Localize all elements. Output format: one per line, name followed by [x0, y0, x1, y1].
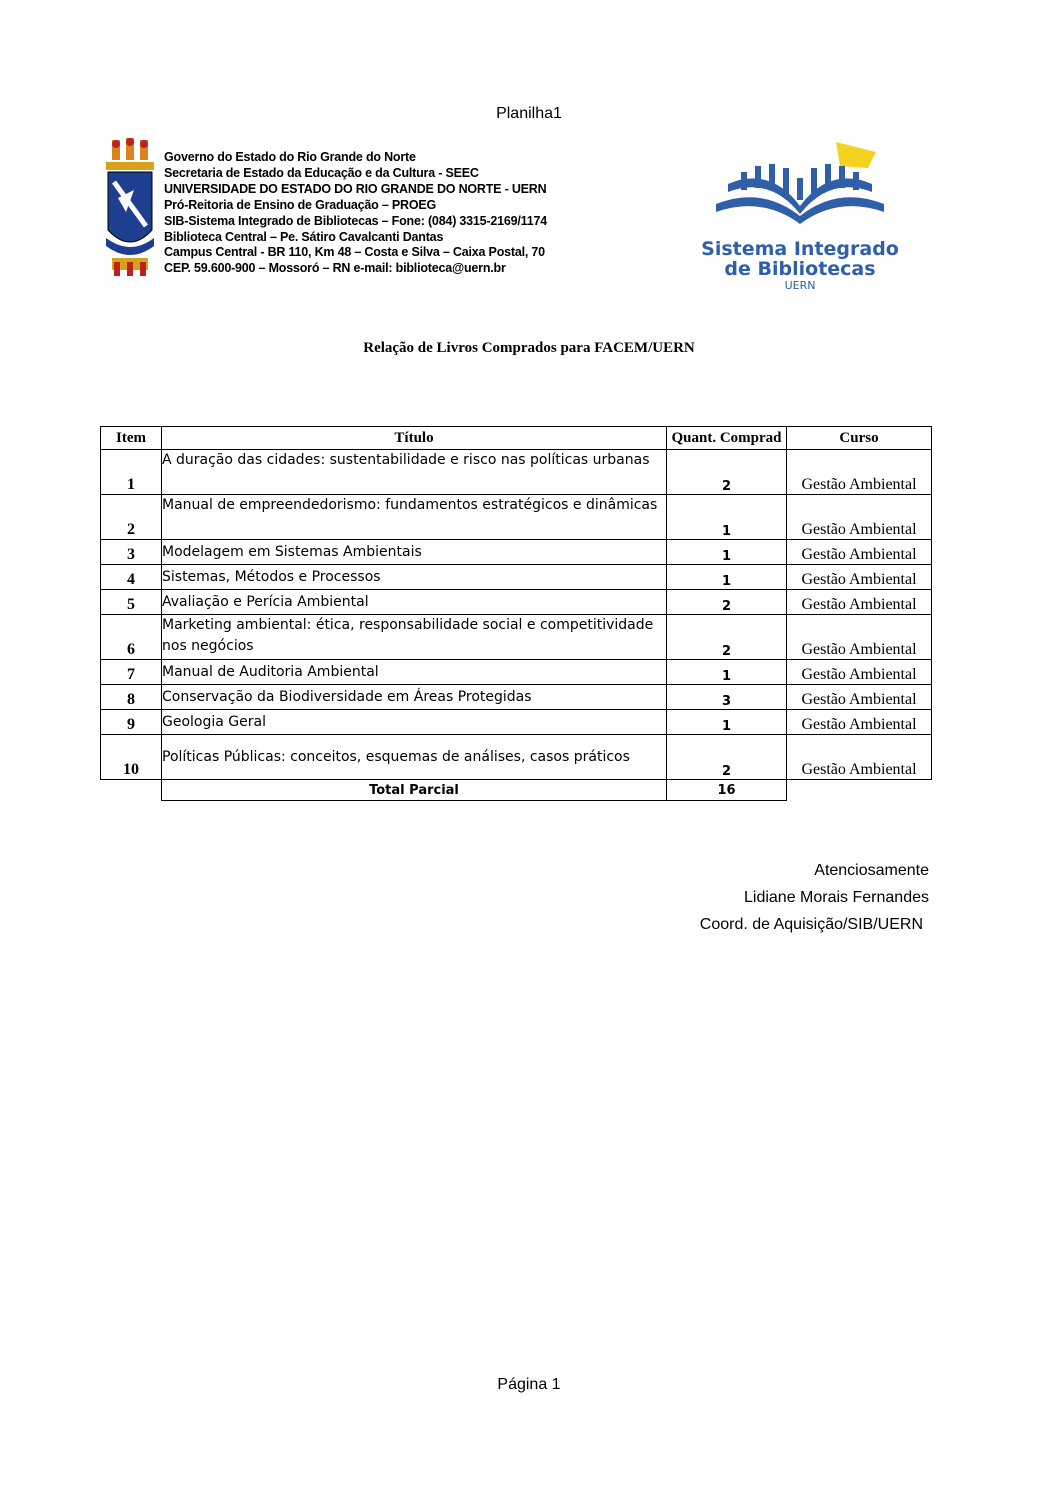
cell-titulo: Conservação da Biodiversidade em Áreas Protegidas — [162, 685, 667, 710]
cell-curso: Gestão Ambiental — [787, 565, 932, 590]
table-row — [101, 615, 932, 660]
cell-item: 10 — [101, 735, 162, 780]
sib-logo-line1: Sistema Integrado — [701, 238, 899, 260]
signature-closing: Atenciosamente — [814, 862, 929, 879]
cell-qty: 3 — [667, 685, 787, 710]
total-value: 16 — [667, 780, 787, 801]
blank-cell — [101, 780, 162, 801]
cell-titulo: Manual de empreendedorismo: fundamentos estratégicos e dinâmicas — [162, 495, 667, 540]
table-row — [101, 660, 932, 685]
cell-qty: 1 — [667, 660, 787, 685]
signature-name: Lidiane Morais Fernandes — [744, 889, 929, 906]
table-row — [101, 685, 932, 710]
cell-item: 9 — [101, 710, 162, 735]
cell-titulo: Sistemas, Métodos e Processos — [162, 565, 667, 590]
header-qty: Quant. Comprad — [667, 427, 787, 450]
cell-titulo: Geologia Geral — [162, 710, 667, 735]
cell-curso: Gestão Ambiental — [787, 495, 932, 540]
page-number: Página 1 — [497, 1376, 561, 1393]
cell-titulo: Modelagem em Sistemas Ambientais — [162, 540, 667, 565]
cell-curso: Gestão Ambiental — [787, 735, 932, 780]
cell-titulo: Marketing ambiental: ética, responsabilidade social e competitividade nos negócios — [162, 615, 667, 660]
signature-role: Coord. de Aquisição/SIB/UERN — [699, 916, 923, 933]
cell-qty: 2 — [667, 590, 787, 615]
cell-qty: 2 — [667, 450, 787, 495]
cell-item: 5 — [101, 590, 162, 615]
cell-qty: 1 — [667, 565, 787, 590]
cell-titulo: A duração das cidades: sustentabilidade e risco nas políticas urbanas — [162, 450, 667, 495]
institution-line: SIB-Sistema Integrado de Bibliotecas – Fone: (084) 3315-2169/1174 — [164, 213, 547, 228]
document-title: Relação de Livros Comprados para FACEM/UERN — [363, 340, 695, 356]
cell-item: 3 — [101, 540, 162, 565]
cell-titulo: Avaliação e Perícia Ambiental — [162, 590, 667, 615]
institution-line: CEP. 59.600-900 – Mossoró – RN e-mail: biblioteca@uern.br — [164, 261, 506, 276]
table-row — [101, 710, 932, 735]
table-row — [101, 495, 932, 540]
institution-line: Campus Central - BR 110, Km 48 – Costa e Silva – Caixa Postal, 70 — [164, 245, 545, 260]
institution-line: Secretaria de Estado da Educação e da Cultura - SEEC — [164, 165, 479, 180]
table-row — [101, 450, 932, 495]
sib-logo-line3: UERN — [784, 279, 816, 292]
sheet-name: Planilha1 — [496, 105, 562, 122]
table-row — [101, 735, 932, 780]
cell-item: 6 — [101, 615, 162, 660]
cell-item: 4 — [101, 565, 162, 590]
total-label: Total Parcial — [162, 780, 667, 801]
cell-titulo: Manual de Auditoria Ambiental — [162, 660, 667, 685]
header-titulo: Título — [162, 427, 667, 450]
cell-curso: Gestão Ambiental — [787, 710, 932, 735]
table-row — [101, 590, 932, 615]
header-item: Item — [101, 427, 162, 450]
table-row — [101, 540, 932, 565]
cell-item: 8 — [101, 685, 162, 710]
cell-curso: Gestão Ambiental — [787, 450, 932, 495]
cell-qty: 1 — [667, 495, 787, 540]
cell-item: 1 — [101, 450, 162, 495]
blank-cell — [787, 780, 932, 801]
cell-curso: Gestão Ambiental — [787, 540, 932, 565]
institution-header — [164, 150, 547, 277]
table-header-row — [101, 427, 932, 450]
cell-qty: 2 — [667, 615, 787, 660]
institution-line: Governo do Estado do Rio Grande do Norte — [164, 150, 416, 164]
institution-line: Biblioteca Central – Pe. Sátiro Cavalcanti Dantas — [164, 229, 444, 244]
cell-qty: 2 — [667, 735, 787, 780]
sib-logo-line2: de Bibliotecas — [724, 258, 876, 280]
institution-line: UNIVERSIDADE DO ESTADO DO RIO GRANDE DO NORTE - UERN — [164, 181, 547, 196]
cell-curso: Gestão Ambiental — [787, 685, 932, 710]
cell-titulo: Políticas Públicas: conceitos, esquemas de análises, casos práticos — [162, 735, 667, 780]
cell-qty: 1 — [667, 710, 787, 735]
cell-qty: 1 — [667, 540, 787, 565]
cell-curso: Gestão Ambiental — [787, 660, 932, 685]
cell-item: 2 — [101, 495, 162, 540]
institution-line: Pró-Reitoria de Ensino de Graduação – PROEG — [164, 197, 437, 212]
books-table — [100, 426, 932, 801]
header-curso: Curso — [787, 427, 932, 450]
total-row — [101, 780, 932, 801]
cell-curso: Gestão Ambiental — [787, 615, 932, 660]
table-row — [101, 565, 932, 590]
cell-item: 7 — [101, 660, 162, 685]
uern-crest-logo — [104, 138, 156, 278]
cell-curso: Gestão Ambiental — [787, 590, 932, 615]
